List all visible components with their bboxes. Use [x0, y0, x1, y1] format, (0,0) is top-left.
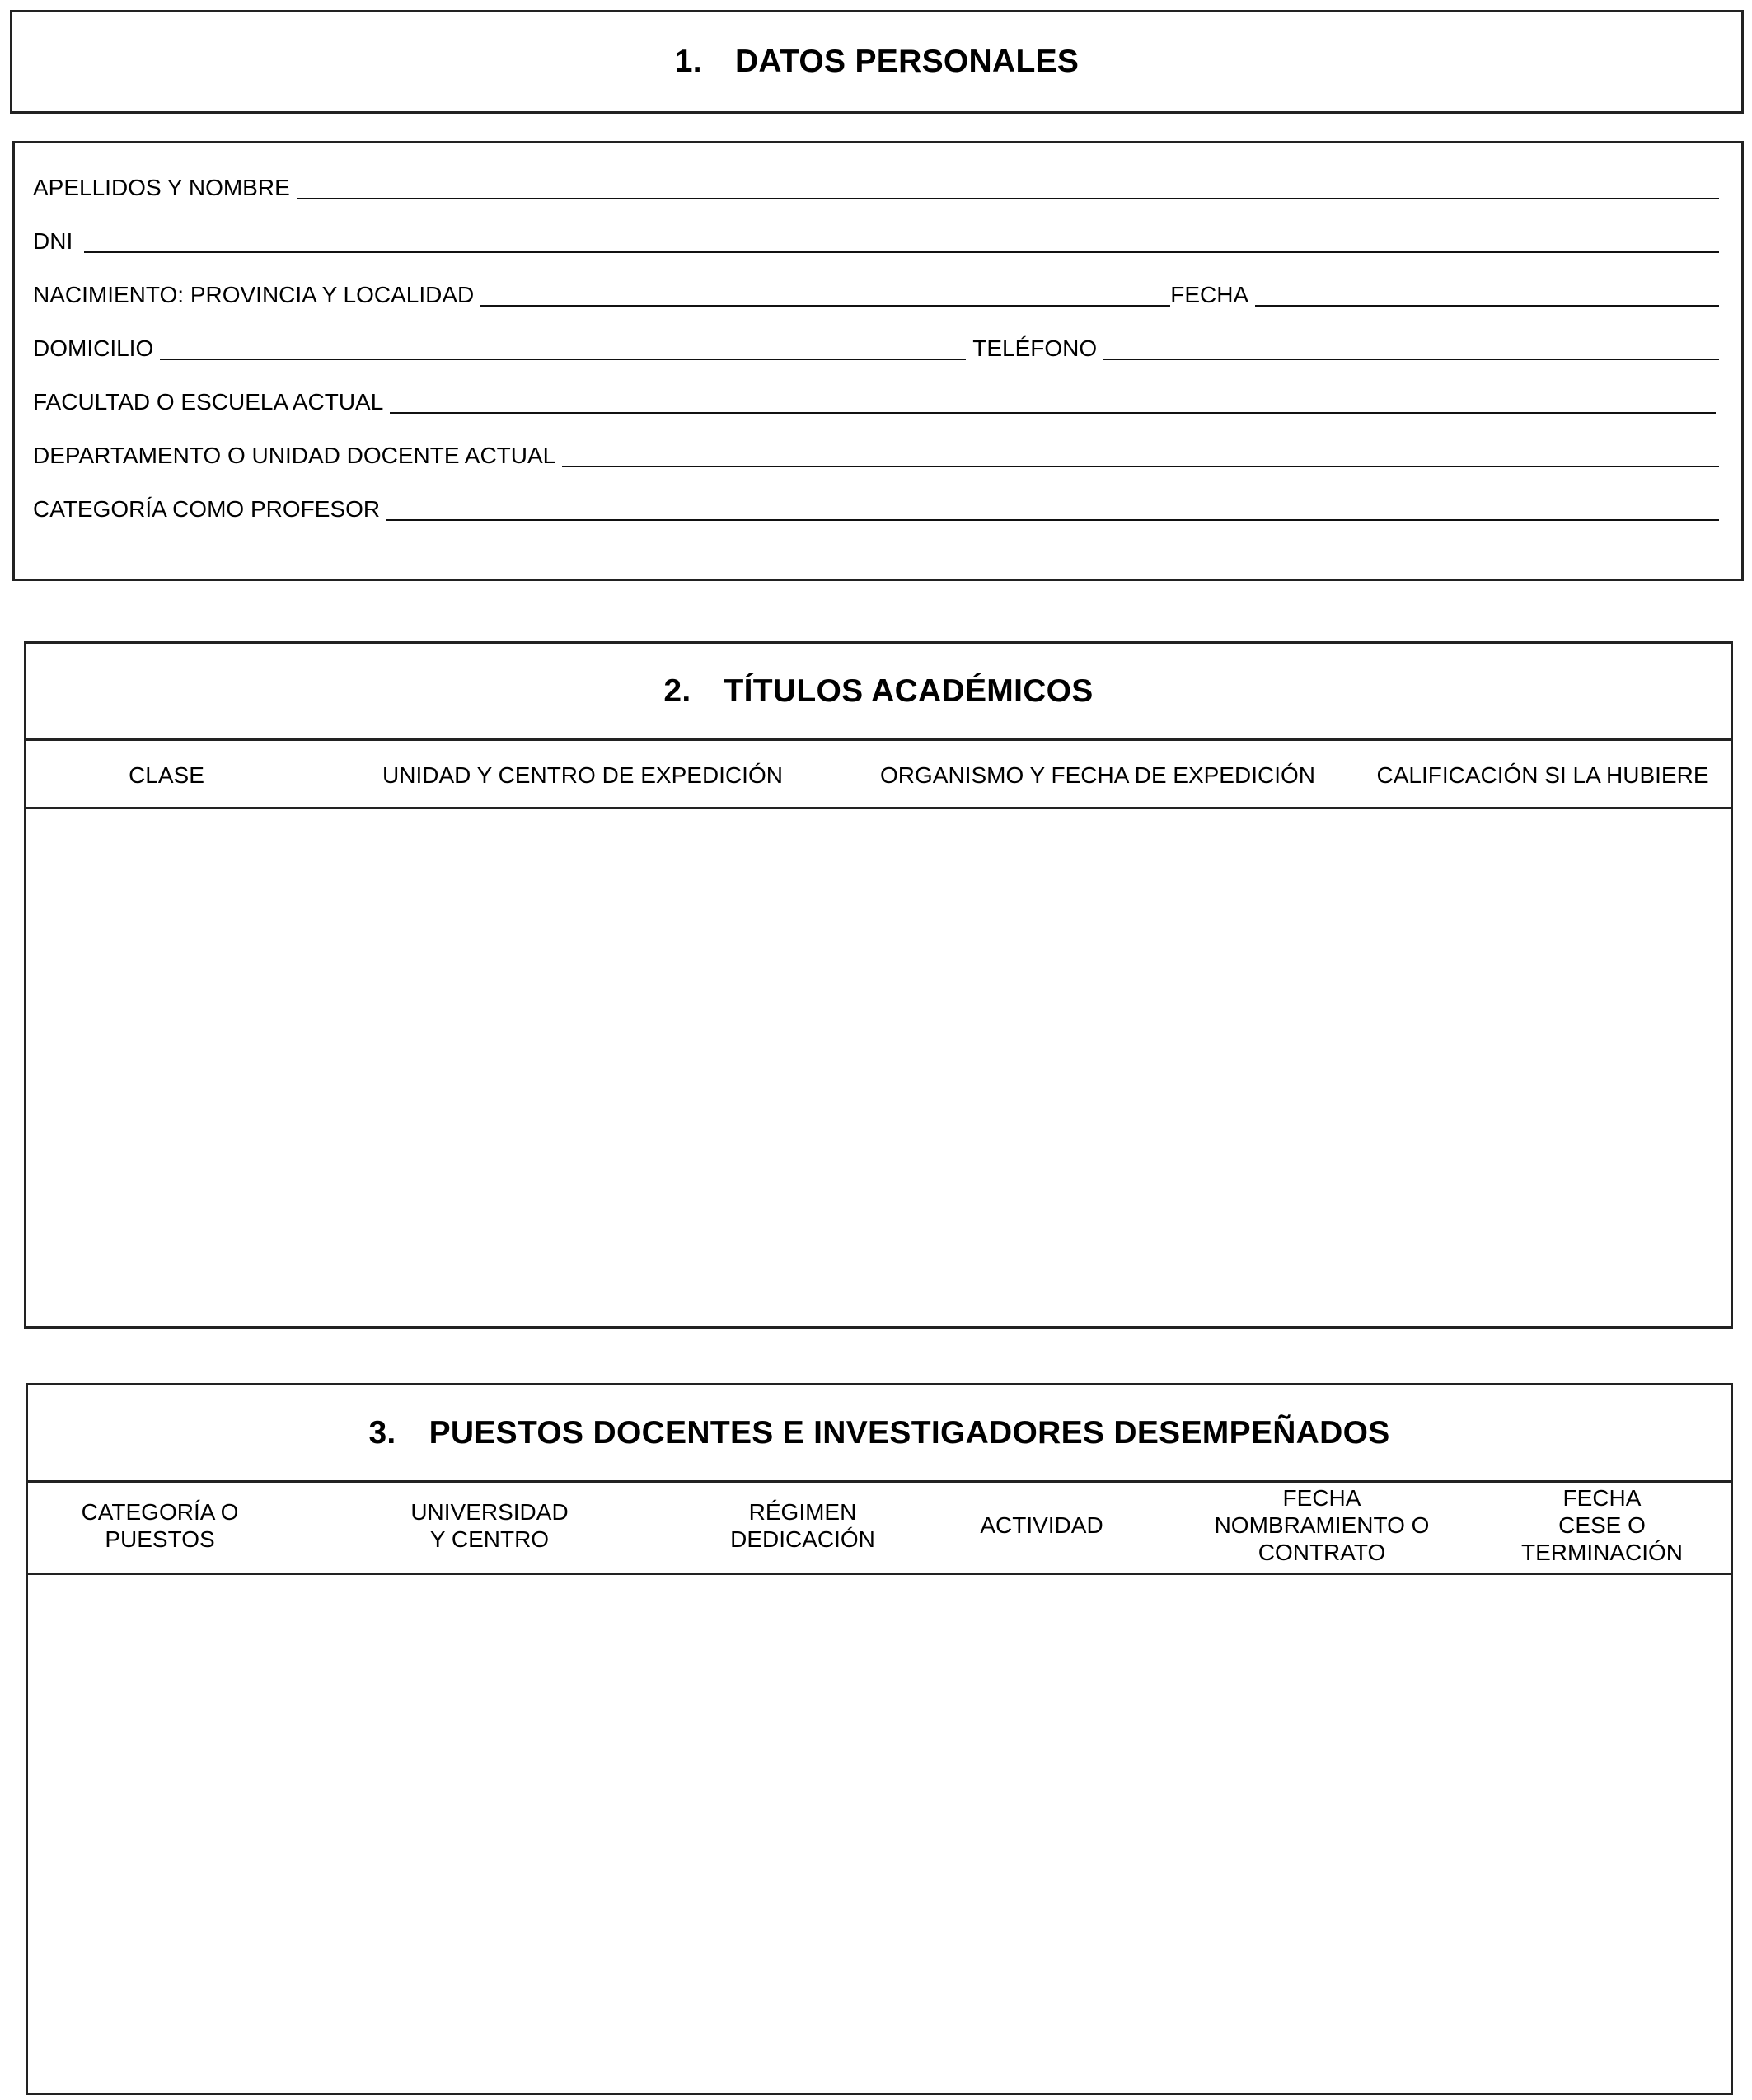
section3-entry-area[interactable]: [28, 1575, 1731, 2093]
facultad-label: FACULTAD O ESCUELA ACTUAL: [33, 389, 384, 415]
field-dni: [33, 225, 1719, 258]
field-domicilio: [33, 332, 1719, 365]
column-header-fecha-cese-line2: CESE O: [1558, 1512, 1646, 1538]
column-header-fecha-cese: [1503, 1484, 1701, 1566]
column-header-actividad: [959, 1512, 1124, 1539]
field-departamento: [33, 439, 1719, 472]
teaching-positions-table: [26, 1383, 1733, 2095]
apellidos-input[interactable]: [297, 175, 1719, 199]
column-header-organismo: ORGANISMO Y FECHA DE EXPEDICIÓN: [880, 762, 1315, 788]
telefono-input[interactable]: [1103, 335, 1719, 360]
categoria-input[interactable]: [386, 496, 1719, 521]
section3-title: [28, 1415, 1731, 1451]
telefono-label: TELÉFONO: [972, 335, 1098, 361]
facultad-input[interactable]: [390, 389, 1716, 414]
section1-number: 1.: [674, 44, 702, 79]
dni-label: DNI: [33, 228, 73, 254]
column-header-regimen-line2: DEDICACIÓN: [730, 1526, 875, 1552]
field-facultad: [33, 386, 1719, 419]
domicilio-input[interactable]: [160, 335, 966, 360]
column-header-universidad-line1: UNIVERSIDAD: [410, 1499, 569, 1525]
section2-entry-area[interactable]: [26, 809, 1731, 1326]
column-header-universidad: [391, 1498, 588, 1553]
column-header-regimen-line1: RÉGIMEN: [748, 1499, 857, 1525]
column-header-calificacion: CALIFICACIÓN SI LA HUBIERE: [1376, 762, 1709, 788]
field-nacimiento: [33, 279, 1719, 312]
section3-title-text: PUESTOS DOCENTES E INVESTIGADORES DESEMPEÑADOS: [429, 1415, 1390, 1451]
section2-title-divider: [26, 738, 1731, 741]
field-apellidos: [33, 171, 1719, 204]
column-header-fecha-cese-line3: TERMINACIÓN: [1521, 1540, 1683, 1565]
fecha-input[interactable]: [1255, 282, 1719, 307]
column-header-fecha-nombramiento: [1198, 1484, 1445, 1566]
dni-input[interactable]: [84, 228, 1719, 253]
column-header-actividad-line1: ACTIVIDAD: [980, 1512, 1103, 1538]
column-header-categoria: [61, 1498, 259, 1553]
column-header-categoria-line1: CATEGORÍA O: [81, 1499, 239, 1525]
section3-number: 3.: [368, 1415, 396, 1451]
apellidos-label: APELLIDOS Y NOMBRE: [33, 175, 290, 200]
section1-header: [10, 10, 1744, 114]
departamento-input[interactable]: [562, 443, 1719, 467]
nacimiento-input[interactable]: [480, 282, 1170, 307]
personal-data-form: [12, 141, 1744, 581]
column-header-fecha-nombramiento-line1: FECHA: [1282, 1485, 1361, 1511]
academic-titles-table: [24, 641, 1733, 1329]
categoria-label: CATEGORÍA COMO PROFESOR: [33, 496, 381, 522]
section1-title: [12, 44, 1741, 80]
nacimiento-label: NACIMIENTO: PROVINCIA Y LOCALIDAD: [33, 282, 475, 307]
column-header-unidad: UNIDAD Y CENTRO DE EXPEDICIÓN: [382, 762, 783, 788]
column-header-fecha-nombramiento-line2: NOMBRAMIENTO O: [1214, 1512, 1430, 1538]
section2-title: [26, 673, 1731, 710]
column-header-fecha-cese-line1: FECHA: [1562, 1485, 1642, 1511]
section2-title-text: TÍTULOS ACADÉMICOS: [724, 673, 1094, 709]
section1-title-text: DATOS PERSONALES: [734, 44, 1080, 79]
column-header-clase: CLASE: [129, 762, 204, 788]
column-header-universidad-line2: Y CENTRO: [429, 1526, 550, 1552]
fecha-label: FECHA: [1170, 282, 1249, 307]
column-header-regimen: [704, 1498, 902, 1553]
section3-title-divider: [28, 1480, 1731, 1483]
domicilio-label: DOMICILIO: [33, 335, 154, 361]
field-categoria: [33, 493, 1719, 526]
column-header-categoria-line2: PUESTOS: [105, 1526, 215, 1552]
section2-number: 2.: [663, 673, 691, 709]
departamento-label: DEPARTAMENTO O UNIDAD DOCENTE ACTUAL: [33, 443, 556, 468]
column-header-fecha-nombramiento-line3: CONTRATO: [1258, 1540, 1386, 1565]
